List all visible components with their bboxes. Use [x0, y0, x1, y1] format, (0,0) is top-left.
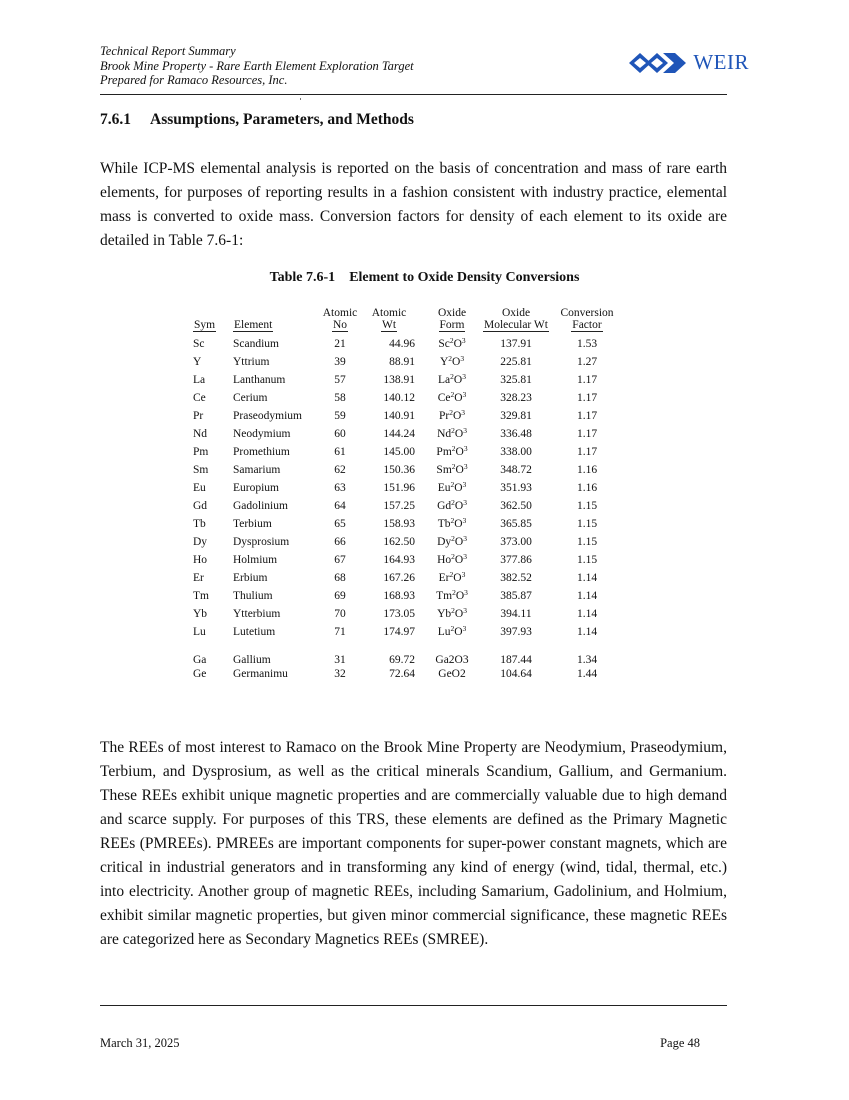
report-client: Prepared for Ramaco Resources, Inc. [100, 73, 288, 87]
header-oxide-mw: Oxide Molecular Wt [484, 307, 548, 331]
cell-element: Lanthanum [233, 374, 286, 386]
cell-oxide-form [423, 623, 481, 641]
cell-oxide-mw: 373.00 [500, 536, 532, 548]
cell-oxide-mw: 385.87 [500, 590, 532, 602]
cell-conversion-factor: 1.16 [576, 482, 598, 494]
oxide-sub-b: 3 [462, 624, 467, 633]
cell-atomic-wt: 144.24 [383, 428, 415, 440]
cell-element: Neodymium [233, 428, 291, 440]
cell-conversion-factor: 1.15 [576, 536, 598, 548]
oxide-oxygen: O [454, 482, 463, 494]
cell-symbol: Pr [193, 410, 204, 422]
cell-conversion-factor: 1.17 [576, 446, 598, 458]
cell-element: Dysprosium [233, 536, 290, 548]
cell-symbol: Pm [193, 446, 209, 458]
cell-oxide-mw: 104.64 [500, 668, 532, 680]
cell-oxide-form [423, 389, 481, 407]
section-title: Assumptions, Parameters, and Methods [150, 111, 414, 128]
weir-chevrons-icon [629, 52, 691, 74]
cell-symbol: Y [193, 356, 202, 368]
cell-element: Gadolinium [233, 500, 288, 512]
cell-atomic-wt: 138.91 [383, 374, 415, 386]
table-row [193, 605, 623, 623]
cell-symbol: Sm [193, 464, 209, 476]
table-spacer-row [193, 641, 623, 653]
oxide-sub-a: 2 [450, 372, 454, 381]
cell-conversion-factor: 1.27 [576, 356, 598, 368]
cell-conversion-factor: 1.14 [576, 590, 598, 602]
header-tick-mark [300, 98, 301, 100]
cell-atomic-no: 39 [334, 356, 346, 368]
cell-atomic-no: 64 [334, 500, 346, 512]
table-header-row [193, 307, 623, 333]
cell-oxide-mw: 336.48 [500, 428, 532, 440]
cell-oxide-form [423, 425, 481, 443]
cell-oxide-mw: 397.93 [500, 626, 532, 638]
cell-oxide-mw: 351.93 [500, 482, 532, 494]
oxide-element: Ho [437, 554, 452, 566]
oxide-sub-a: 2 [451, 444, 456, 453]
cell-oxide-form [423, 497, 481, 515]
table-row [193, 407, 623, 425]
table-number: Table 7.6-1 [269, 270, 336, 285]
oxide-sub-a: 2 [451, 552, 455, 561]
oxide-oxygen: O [454, 536, 464, 548]
cell-atomic-wt: 157.25 [383, 500, 415, 512]
oxide-element: Lu [437, 626, 451, 638]
cell-atomic-no: 21 [334, 338, 346, 350]
cell-element: Terbium [233, 518, 272, 530]
cell-element: Praseodymium [233, 410, 302, 422]
oxide-oxygen: O [455, 446, 464, 458]
table-row [193, 653, 623, 667]
cell-atomic-wt: 164.93 [383, 554, 415, 566]
cell-oxide-form: Ga2O3 [435, 654, 469, 666]
oxide-sub-b: 3 [462, 516, 467, 525]
oxide-sub-b: 3 [463, 426, 467, 435]
oxide-sub-b: 3 [462, 390, 467, 399]
cell-conversion-factor: 1.53 [576, 338, 598, 350]
cell-atomic-no: 66 [334, 536, 346, 548]
cell-symbol: Sc [193, 338, 205, 350]
cell-oxide-mw: 338.00 [500, 446, 532, 458]
logo-wordmark: WEIR [693, 50, 749, 74]
cell-oxide-mw: 394.11 [500, 608, 532, 620]
cell-element: Erbium [233, 572, 268, 584]
oxide-element: Nd [437, 428, 452, 440]
header-element: Element [234, 319, 273, 331]
oxide-oxygen: O [452, 410, 462, 422]
page-number: Page 48 [660, 1036, 700, 1050]
cell-atomic-wt: 88.91 [389, 356, 415, 368]
cell-conversion-factor: 1.14 [576, 626, 598, 638]
oxide-oxygen: O [453, 374, 463, 386]
header-sym: Sym [194, 319, 216, 331]
cell-conversion-factor: 1.44 [576, 668, 598, 680]
cell-oxide-mw: 225.81 [500, 356, 532, 368]
cell-element: Holmium [233, 554, 278, 566]
cell-oxide-form [423, 443, 481, 461]
section-number: 7.6.1 [100, 111, 131, 128]
cell-atomic-no: 63 [334, 482, 346, 494]
cell-atomic-no: 32 [334, 668, 346, 680]
oxide-sub-b: 3 [463, 534, 467, 543]
cell-oxide-mw: 187.44 [500, 654, 532, 666]
oxide-sub-b: 3 [461, 336, 466, 345]
oxide-sub-a: 2 [451, 534, 455, 543]
cell-oxide-form [423, 569, 481, 587]
cell-atomic-no: 70 [334, 608, 346, 620]
oxide-element: Ce [437, 392, 451, 404]
cell-atomic-wt: 150.36 [383, 464, 415, 476]
cell-oxide-mw: 365.85 [500, 518, 532, 530]
cell-oxide-form [423, 461, 481, 479]
intro-paragraph: While ICP-MS elemental analysis is reported on the basis of concentration and mass of rare earth elements, for purposes of reporting results in a fashion consistent with industry practice, elemental mass is converted to oxide mass. Conversion factors for density of each element to its oxide are detailed in Table 7.6-1: [100, 160, 727, 249]
cell-atomic-wt: 167.26 [383, 572, 415, 584]
oxide-oxygen: O [454, 428, 464, 440]
oxide-element: Pr [438, 410, 450, 422]
cell-conversion-factor: 1.17 [576, 410, 598, 422]
cell-oxide-form [423, 371, 481, 389]
cell-atomic-wt: 174.97 [383, 626, 415, 638]
other-rows [193, 641, 623, 681]
cell-atomic-no: 65 [334, 518, 346, 530]
cell-oxide-form [423, 353, 481, 371]
oxide-sub-a: 2 [449, 408, 453, 417]
cell-symbol: Gd [193, 500, 208, 512]
cell-atomic-no: 71 [334, 626, 346, 638]
oxide-sub-a: 2 [451, 426, 455, 435]
cell-atomic-no: 67 [334, 554, 346, 566]
cell-element: Promethium [233, 446, 290, 458]
page-header [100, 44, 749, 95]
cell-element: Thulium [233, 590, 273, 602]
cell-oxide-mw: 325.81 [500, 374, 532, 386]
oxide-oxygen: O [454, 500, 464, 512]
header-oxide-form: Oxide Form [437, 307, 467, 331]
cell-oxide-form [423, 333, 481, 353]
oxide-oxygen: O [454, 554, 464, 566]
oxide-sub-a: 2 [451, 606, 455, 615]
oxide-element: Sc [438, 338, 450, 350]
cell-symbol: Nd [193, 428, 208, 440]
report-subject: Brook Mine Property - Rare Earth Element Exploration Target [100, 58, 414, 73]
cell-oxide-mw: 328.23 [500, 392, 532, 404]
table-row [193, 515, 623, 533]
weir-logo [629, 50, 749, 75]
oxide-element: Gd [437, 500, 452, 512]
cell-conversion-factor: 1.16 [576, 464, 598, 476]
oxide-oxygen: O [453, 338, 462, 350]
cell-oxide-mw: 362.50 [500, 500, 532, 512]
cell-oxide-form: GeO2 [438, 668, 466, 680]
cell-atomic-wt: 140.12 [383, 392, 415, 404]
oxide-oxygen: O [454, 608, 464, 620]
table-row [193, 333, 623, 353]
oxide-element: Dy [437, 536, 452, 548]
table-row [193, 551, 623, 569]
cell-conversion-factor: 1.15 [576, 554, 598, 566]
cell-symbol: Tb [193, 518, 206, 530]
cell-element: Samarium [233, 464, 281, 476]
cell-atomic-wt: 72.64 [389, 668, 415, 680]
cell-oxide-mw: 137.91 [500, 338, 532, 350]
cell-conversion-factor: 1.17 [576, 374, 598, 386]
table-row [193, 461, 623, 479]
oxide-sub-a: 2 [450, 516, 455, 525]
cell-conversion-factor: 1.14 [576, 572, 598, 584]
cell-atomic-wt: 162.50 [383, 536, 415, 548]
oxide-sub-a: 2 [452, 588, 456, 597]
oxide-sub-b: 3 [462, 480, 467, 489]
cell-atomic-no: 61 [334, 446, 346, 458]
cell-symbol: Ga [193, 654, 207, 666]
oxide-sub-b: 3 [461, 408, 466, 417]
ree-rows [193, 333, 623, 641]
oxide-sub-b: 3 [464, 588, 468, 597]
cell-symbol: Eu [193, 482, 206, 494]
oxide-oxygen: O [454, 626, 463, 638]
cell-atomic-no: 69 [334, 590, 346, 602]
oxide-conversion-table [193, 307, 623, 681]
cell-atomic-wt: 173.05 [383, 608, 415, 620]
oxide-oxygen: O [455, 590, 465, 602]
cell-atomic-no: 62 [334, 464, 346, 476]
oxide-sub-b: 3 [463, 606, 467, 615]
cell-atomic-no: 59 [334, 410, 346, 422]
cell-element: Ytterbium [233, 608, 281, 620]
cell-atomic-no: 58 [334, 392, 346, 404]
oxide-element: Tb [437, 518, 451, 530]
discussion-paragraph: The REEs of most interest to Ramaco on the Brook Mine Property are Neodymium, Praseodymium, Terbium, and Dysprosium, as well as the critical minerals Scandium, Gallium, and Germanium. These REEs exhibit unique magnetic properties and are commercially valuable due to high demand and scarce supply. For purposes of this TRS, these elements are defined as the Primary Magnetic REEs (PMREEs). PMREEs are important components for super-power constant magnets, which are critical in industrial generators and in transforming any kind of energy (wind, tidal, thermal, etc.) into electricity. Another group of magnetic REEs, including Samarium, Gadolinium, and Holmium, exhibit similar magnetic properties, but given minor commercial significance, these magnetic REEs are categorized here as Secondary Magnetics REEs (SMREE). [100, 739, 727, 948]
section-heading [100, 111, 414, 129]
oxide-oxygen: O [453, 572, 462, 584]
cell-element: Cerium [233, 392, 268, 404]
table-row [193, 497, 623, 515]
oxide-oxygen: O [455, 464, 464, 476]
oxide-sub-a: 2 [449, 336, 454, 345]
table-row [193, 425, 623, 443]
table-row [193, 443, 623, 461]
cell-conversion-factor: 1.14 [576, 608, 598, 620]
cell-conversion-factor: 1.17 [576, 428, 598, 440]
oxide-element: Er [438, 572, 450, 584]
cell-symbol: Er [193, 572, 204, 584]
cell-oxide-mw: 377.86 [500, 554, 532, 566]
cell-oxide-form [423, 407, 481, 425]
header-conversion-factor: Conversion Factor [560, 307, 614, 331]
header-atomic-wt: Atomic Wt [371, 307, 407, 331]
cell-oxide-form [423, 515, 481, 533]
oxide-oxygen: O [454, 392, 463, 404]
oxide-sub-a: 2 [451, 462, 456, 471]
cell-atomic-no: 68 [334, 572, 346, 584]
cell-oxide-form [423, 605, 481, 623]
cell-atomic-wt: 140.91 [383, 410, 415, 422]
cell-symbol: Yb [193, 608, 208, 620]
oxide-sub-b: 3 [463, 498, 467, 507]
cell-atomic-wt: 44.96 [389, 338, 415, 350]
header-atomic-no: Atomic No [322, 307, 358, 331]
cell-atomic-no: 57 [334, 374, 346, 386]
table-row [193, 623, 623, 641]
footer-divider [100, 1005, 727, 1006]
cell-atomic-wt: 158.93 [383, 518, 415, 530]
oxide-element: Pm [436, 446, 452, 458]
table-row [193, 569, 623, 587]
oxide-sub-b: 3 [461, 570, 466, 579]
oxide-element: Yb [437, 608, 452, 620]
table-row [193, 479, 623, 497]
cell-oxide-form [423, 587, 481, 605]
cell-atomic-wt: 145.00 [383, 446, 415, 458]
cell-element: Gallium [233, 654, 271, 666]
cell-oxide-form [423, 533, 481, 551]
oxide-sub-b: 3 [460, 354, 465, 363]
cell-conversion-factor: 1.15 [576, 518, 598, 530]
oxide-oxygen: O [452, 356, 461, 368]
table-row [193, 371, 623, 389]
table-row [193, 587, 623, 605]
cell-symbol: La [193, 374, 206, 386]
oxide-sub-b: 3 [463, 552, 467, 561]
cell-symbol: Tm [193, 590, 209, 602]
cell-symbol: Lu [193, 626, 206, 638]
oxide-element: Sm [436, 464, 452, 476]
oxide-element: Tm [436, 590, 453, 602]
oxide-sub-b: 3 [463, 444, 468, 453]
cell-element: Yttrium [233, 356, 270, 368]
table-row [193, 667, 623, 681]
cell-oxide-form [423, 551, 481, 569]
table-caption [0, 270, 849, 286]
oxide-sub-a: 2 [448, 354, 452, 363]
report-type: Technical Report Summary [100, 44, 236, 58]
cell-conversion-factor: 1.15 [576, 500, 598, 512]
cell-element: Scandium [233, 338, 279, 350]
cell-element: Europium [233, 482, 279, 494]
cell-atomic-wt: 168.93 [383, 590, 415, 602]
cell-oxide-mw: 348.72 [500, 464, 532, 476]
cell-conversion-factor: 1.34 [576, 654, 598, 666]
table-row [193, 533, 623, 551]
cell-symbol: Ho [193, 554, 208, 566]
oxide-sub-a: 2 [451, 498, 455, 507]
cell-oxide-form [423, 479, 481, 497]
cell-symbol: Ce [193, 392, 206, 404]
table-row [193, 353, 623, 371]
oxide-sub-b: 3 [462, 372, 466, 381]
cell-atomic-wt: 69.72 [389, 654, 415, 666]
oxide-element: Y [439, 356, 449, 368]
oxide-element: La [438, 374, 451, 386]
cell-conversion-factor: 1.17 [576, 392, 598, 404]
oxide-sub-a: 2 [449, 570, 454, 579]
oxide-sub-a: 2 [450, 480, 455, 489]
cell-oxide-mw: 329.81 [500, 410, 532, 422]
oxide-sub-a: 2 [450, 390, 455, 399]
cell-atomic-no: 31 [334, 654, 346, 666]
oxide-oxygen: O [454, 518, 463, 530]
cell-atomic-wt: 151.96 [383, 482, 415, 494]
cell-element: Germanimu [233, 668, 288, 680]
cell-atomic-no: 60 [334, 428, 346, 440]
table-title: Element to Oxide Density Conversions [349, 270, 580, 285]
oxide-element: Eu [437, 482, 451, 494]
cell-oxide-mw: 382.52 [500, 572, 532, 584]
cell-symbol: Ge [193, 668, 207, 680]
table-row [193, 389, 623, 407]
cell-symbol: Dy [193, 536, 208, 548]
oxide-sub-b: 3 [463, 462, 468, 471]
footer-date: March 31, 2025 [100, 1036, 180, 1050]
cell-element: Lutetium [233, 626, 276, 638]
oxide-sub-a: 2 [450, 624, 455, 633]
